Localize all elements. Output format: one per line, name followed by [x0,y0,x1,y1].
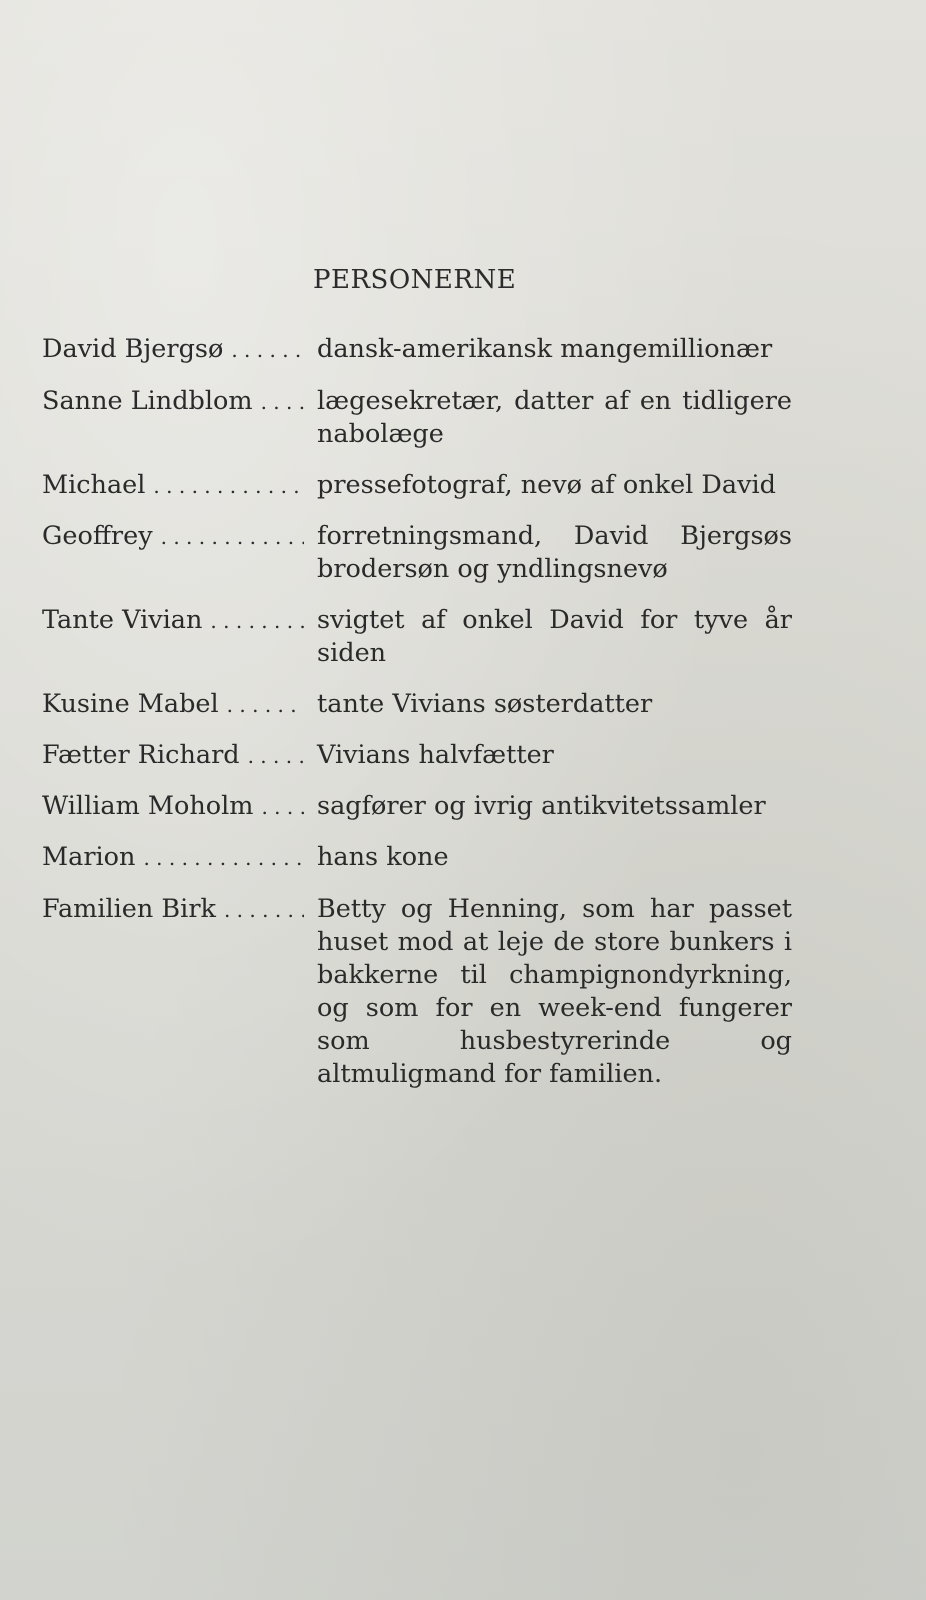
character-description: tante Vivians søsterdatter [317,689,653,719]
cast-row [42,841,802,874]
character-description: forretningsmand, David Bjergsøs brodersøn og yndlingsnevø [317,521,792,584]
dot-leader [227,689,304,722]
cast-row [42,688,802,721]
character-name: David Bjergsø [42,334,224,364]
character-name: Tante Vivian [42,605,203,635]
character-name: William Moholm [42,791,254,821]
character-name: Kusine Mabel [42,689,219,719]
cast-row [42,893,802,1091]
character-name: Sanne Lindblom [42,386,253,416]
character-description: svigtet af onkel David for tyve år siden [317,605,792,668]
character-description: hans kone [317,842,449,872]
character-name: Fætter Richard [42,740,240,770]
dot-leader [231,334,304,367]
cast-list [42,333,802,1091]
dot-leader [210,605,304,638]
character-name: Michael [42,470,146,500]
dot-leader [248,740,304,773]
character-name: Geoffrey [42,521,153,551]
character-name: Familien Birk [42,894,216,924]
cast-row [42,604,802,670]
dot-leader [143,842,304,875]
dot-leader [153,470,304,503]
cast-row [42,333,802,366]
character-description: pressefotograf, nevø af onkel David [317,470,776,500]
character-description: dansk-amerikansk mangemillionær [317,334,773,364]
cast-row [42,469,802,502]
dot-leader [224,894,304,927]
character-description: Vivians halvfætter [317,740,554,770]
dot-leader [161,521,304,554]
character-description: lægesekretær, datter af en tidligere nabolæge [317,386,792,449]
character-description: sagfører og ivrig antikvitetssamler [317,791,766,821]
character-description: Betty og Henning, som har passet huset mod at leje de store bunkers i bakkerne til champignondyrkning, og som for en week-end fungerer som husbestyrerinde og altmuligmand for familien. [317,894,792,1089]
dot-leader [261,386,304,419]
cast-row [42,790,802,823]
cast-row [42,520,802,586]
character-name: Marion [42,842,136,872]
cast-row [42,739,802,772]
dot-leader [261,791,304,824]
cast-row [42,385,802,451]
page-title: PERSONERNE [313,265,517,295]
